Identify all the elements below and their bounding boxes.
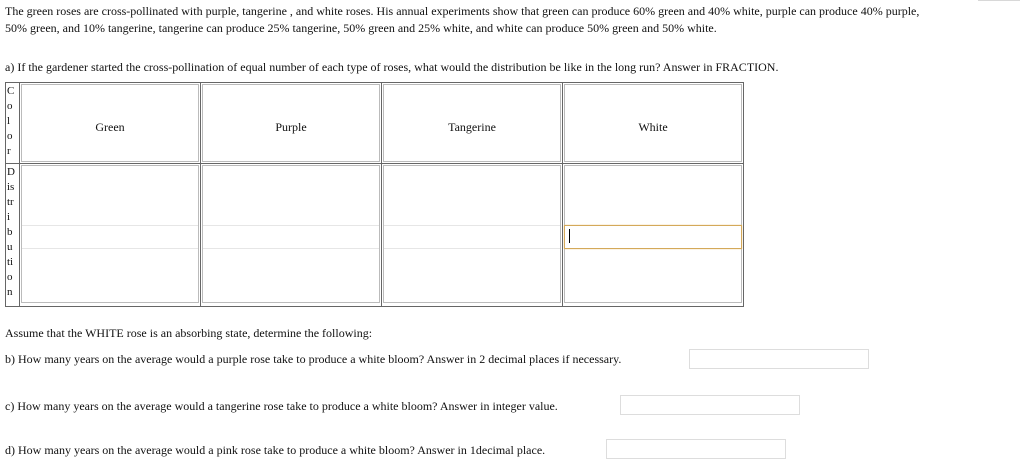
row-label-letter: tr xyxy=(7,196,14,208)
column-header-white xyxy=(563,83,744,164)
question-c: c) How many years on the average would a tangerine rose take to produce a white bloom? Answer in integer value. xyxy=(5,399,558,413)
row-label-letter: o xyxy=(7,100,13,112)
distribution-cell-green xyxy=(20,164,201,307)
problem-intro xyxy=(5,3,1017,37)
intro-line-1: The green roses are cross-pollinated with purple, tangerine , and white roses. His annual experiments show that green can produce 60% green and 40% white, purple can produce 40% purple, xyxy=(5,4,920,18)
row-label-letter: D xyxy=(7,166,15,178)
question-d: d) How many years on the average would a pink rose take to produce a white bloom? Answer in 1decimal place. xyxy=(5,443,546,457)
column-header-purple xyxy=(201,83,382,164)
text-caret xyxy=(569,229,570,243)
row-label-letter: b xyxy=(7,226,13,238)
distribution-cell-tangerine xyxy=(382,164,563,307)
row-label-distribution xyxy=(6,164,20,307)
row-label-letter: r xyxy=(7,145,11,157)
distribution-table xyxy=(5,82,744,307)
row-label-letter: o xyxy=(7,130,13,142)
green-distribution-input[interactable] xyxy=(22,225,198,249)
distribution-cell-white xyxy=(563,164,744,307)
row-label-letter: o xyxy=(7,271,13,283)
column-header-tangerine xyxy=(382,83,563,164)
absorbing-state-note: Assume that the WHITE rose is an absorbing state, determine the following: xyxy=(5,326,373,340)
intro-line-2: 50% green, and 10% tangerine, tangerine can produce 25% tangerine, 50% green and 25% white, and white can produce 50% green and 50% white. xyxy=(5,21,717,35)
distribution-cell-purple xyxy=(201,164,382,307)
row-label-letter: l xyxy=(7,115,11,127)
row-label-letter: i xyxy=(7,211,11,223)
question-a: a) If the gardener started the cross-pollination of equal number of each type of roses, what would the distribution be like in the long run? Answer in FRACTION. xyxy=(5,60,779,74)
row-label-letter: ti xyxy=(7,256,14,268)
column-header-green xyxy=(20,83,201,164)
answer-b-input[interactable] xyxy=(689,349,869,369)
question-b: b) How many years on the average would a purple rose take to produce a white bloom? Answer in 2 decimal places if necessary. xyxy=(5,352,622,366)
column-label: Green xyxy=(95,120,125,134)
column-label: White xyxy=(638,120,668,134)
answer-c-input[interactable] xyxy=(620,395,800,415)
row-label-letter: u xyxy=(7,241,13,253)
purple-distribution-input[interactable] xyxy=(203,225,379,249)
row-label-letter: n xyxy=(7,286,13,298)
row-label-letter: is xyxy=(7,181,15,193)
top-divider xyxy=(978,0,1020,1)
row-label-color xyxy=(6,83,20,164)
tangerine-distribution-input[interactable] xyxy=(384,225,560,249)
row-label-letter: C xyxy=(7,85,15,97)
column-label: Purple xyxy=(275,120,307,134)
column-label: Tangerine xyxy=(448,120,496,134)
white-distribution-input[interactable] xyxy=(564,225,742,249)
answer-d-input[interactable] xyxy=(606,439,786,459)
